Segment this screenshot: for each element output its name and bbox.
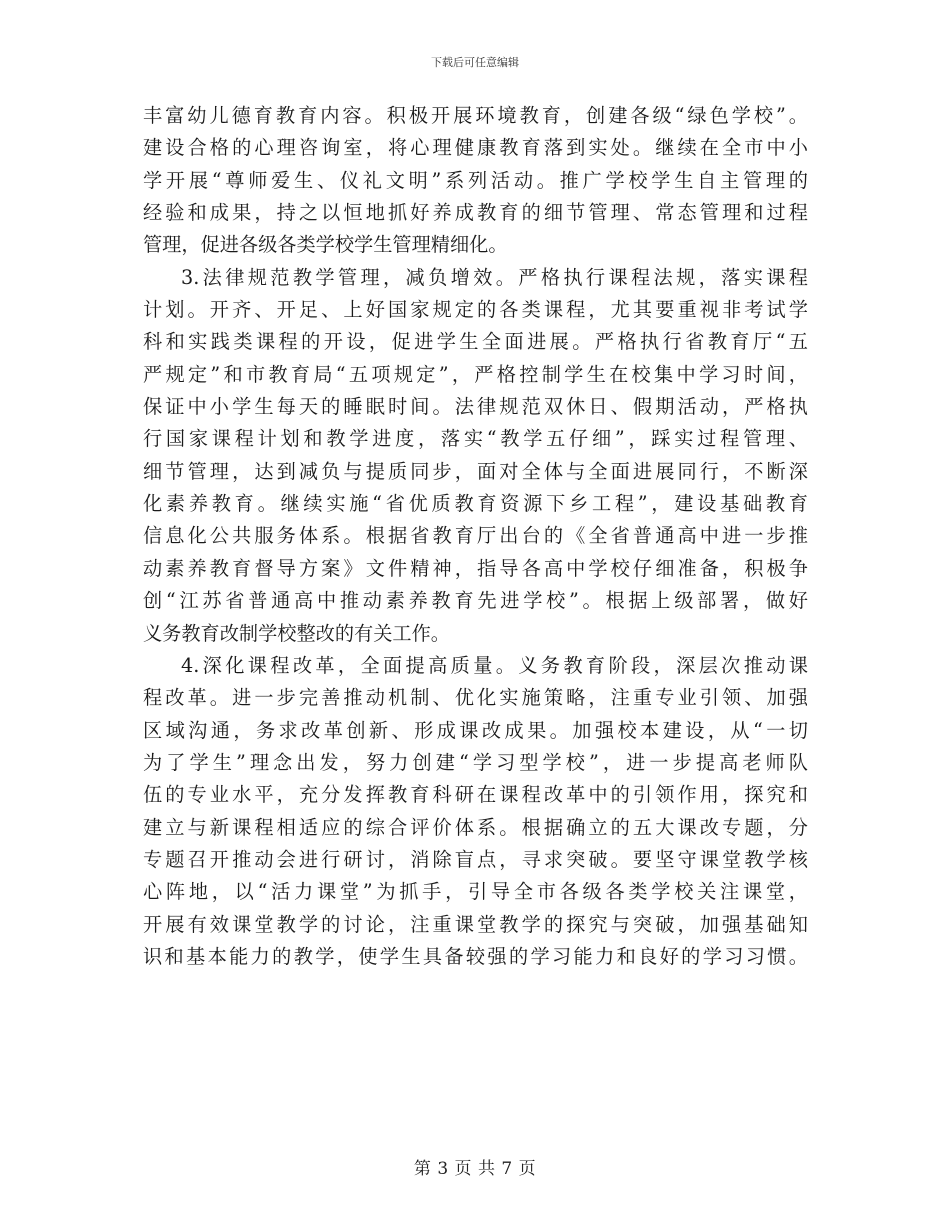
text-line: 细节管理，达到减负与提质同步，面对全体与全面进展同行，不断深 (143, 459, 808, 483)
text-line: 管理，促进各级各类学校学生管理精细化。 (143, 233, 508, 257)
text-line: 计划。开齐、开足、上好国家规定的各类课程，尤其要重视非考试学 (143, 298, 808, 322)
page-footer: 第 3 页 共 7 页 (413, 1159, 537, 1179)
text-line: 丰富幼儿德育教育内容。积极开展环境教育，创建各级“绿色学校”。 (143, 104, 808, 127)
text-line: 行国家课程计划和教学进度，落实“教学五仔细”，踩实过程管理、 (143, 427, 808, 451)
text-line: 创“江苏省普通高中推动素养教育先进学校”。根据上级部署，做好 (143, 589, 808, 613)
text-line: 程改革。进一步完善推动机制、优化实施策略，注重专业引领、加强 (143, 686, 808, 710)
text-line: 保证中小学生每天的睡眠时间。法律规范双休日、假期活动，严格执 (143, 395, 808, 419)
text-line: 区域沟通，务求改革创新、形成课改成果。加强校本建设，从“一切 (143, 718, 808, 742)
text-line: 义务教育改制学校整改的有关工作。 (143, 621, 450, 645)
text-line: 识和基本能力的教学，使学生具备较强的学习能力和良好的学习习惯。 (143, 944, 808, 968)
text-line: 信息化公共服务体系。根据省教育厅出台的《全省普通高中进一步推 (143, 524, 808, 548)
text-line: 科和实践类课程的开设，促进学生全面进展。严格执行省教育厅“五 (143, 330, 808, 354)
page-header: 下载后可任意编辑 (431, 56, 519, 69)
text-line: 建设合格的心理咨询室，将心理健康教育落到实处。继续在全市中小 (143, 136, 808, 160)
paragraph-start: 4.深化课程改革，全面提高质量。义务教育阶段，深层次推动课 (181, 653, 808, 677)
text-line: 心阵地，以“活力课堂”为抓手，引导全市各级各类学校关注课堂， (143, 880, 808, 904)
text-line: 开展有效课堂教学的讨论，注重课堂教学的探究与突破，加强基础知 (143, 912, 808, 936)
paragraph-start: 3.法律规范教学管理，减负增效。严格执行课程法规，落实课程 (181, 265, 808, 289)
text-line: 为了学生”理念出发，努力创建“学习型学校”，进一步提高老师队 (143, 750, 808, 774)
body-text (143, 100, 808, 973)
text-line: 动素养教育督导方案》文件精神，指导各高中学校仔细准备，积极争 (143, 556, 808, 580)
text-line: 经验和成果，持之以恒地抓好养成教育的细节管理、常态管理和过程 (143, 201, 808, 225)
text-line: 伍的专业水平，充分发挥教育科研在课程改革中的引领作用，探究和 (143, 783, 808, 807)
text-line: 严规定”和市教育局“五项规定”，严格控制学生在校集中学习时间， (143, 362, 808, 386)
text-line: 学开展“尊师爱生、仪礼文明”系列活动。推广学校学生自主管理的 (143, 168, 808, 192)
text-line: 专题召开推动会进行研讨，消除盲点，寻求突破。要坚守课堂教学核 (143, 847, 808, 871)
text-line: 建立与新课程相适应的综合评价体系。根据确立的五大课改专题，分 (143, 815, 808, 839)
text-line: 化素养教育。继续实施“省优质教育资源下乡工程”，建设基础教育 (143, 492, 808, 516)
